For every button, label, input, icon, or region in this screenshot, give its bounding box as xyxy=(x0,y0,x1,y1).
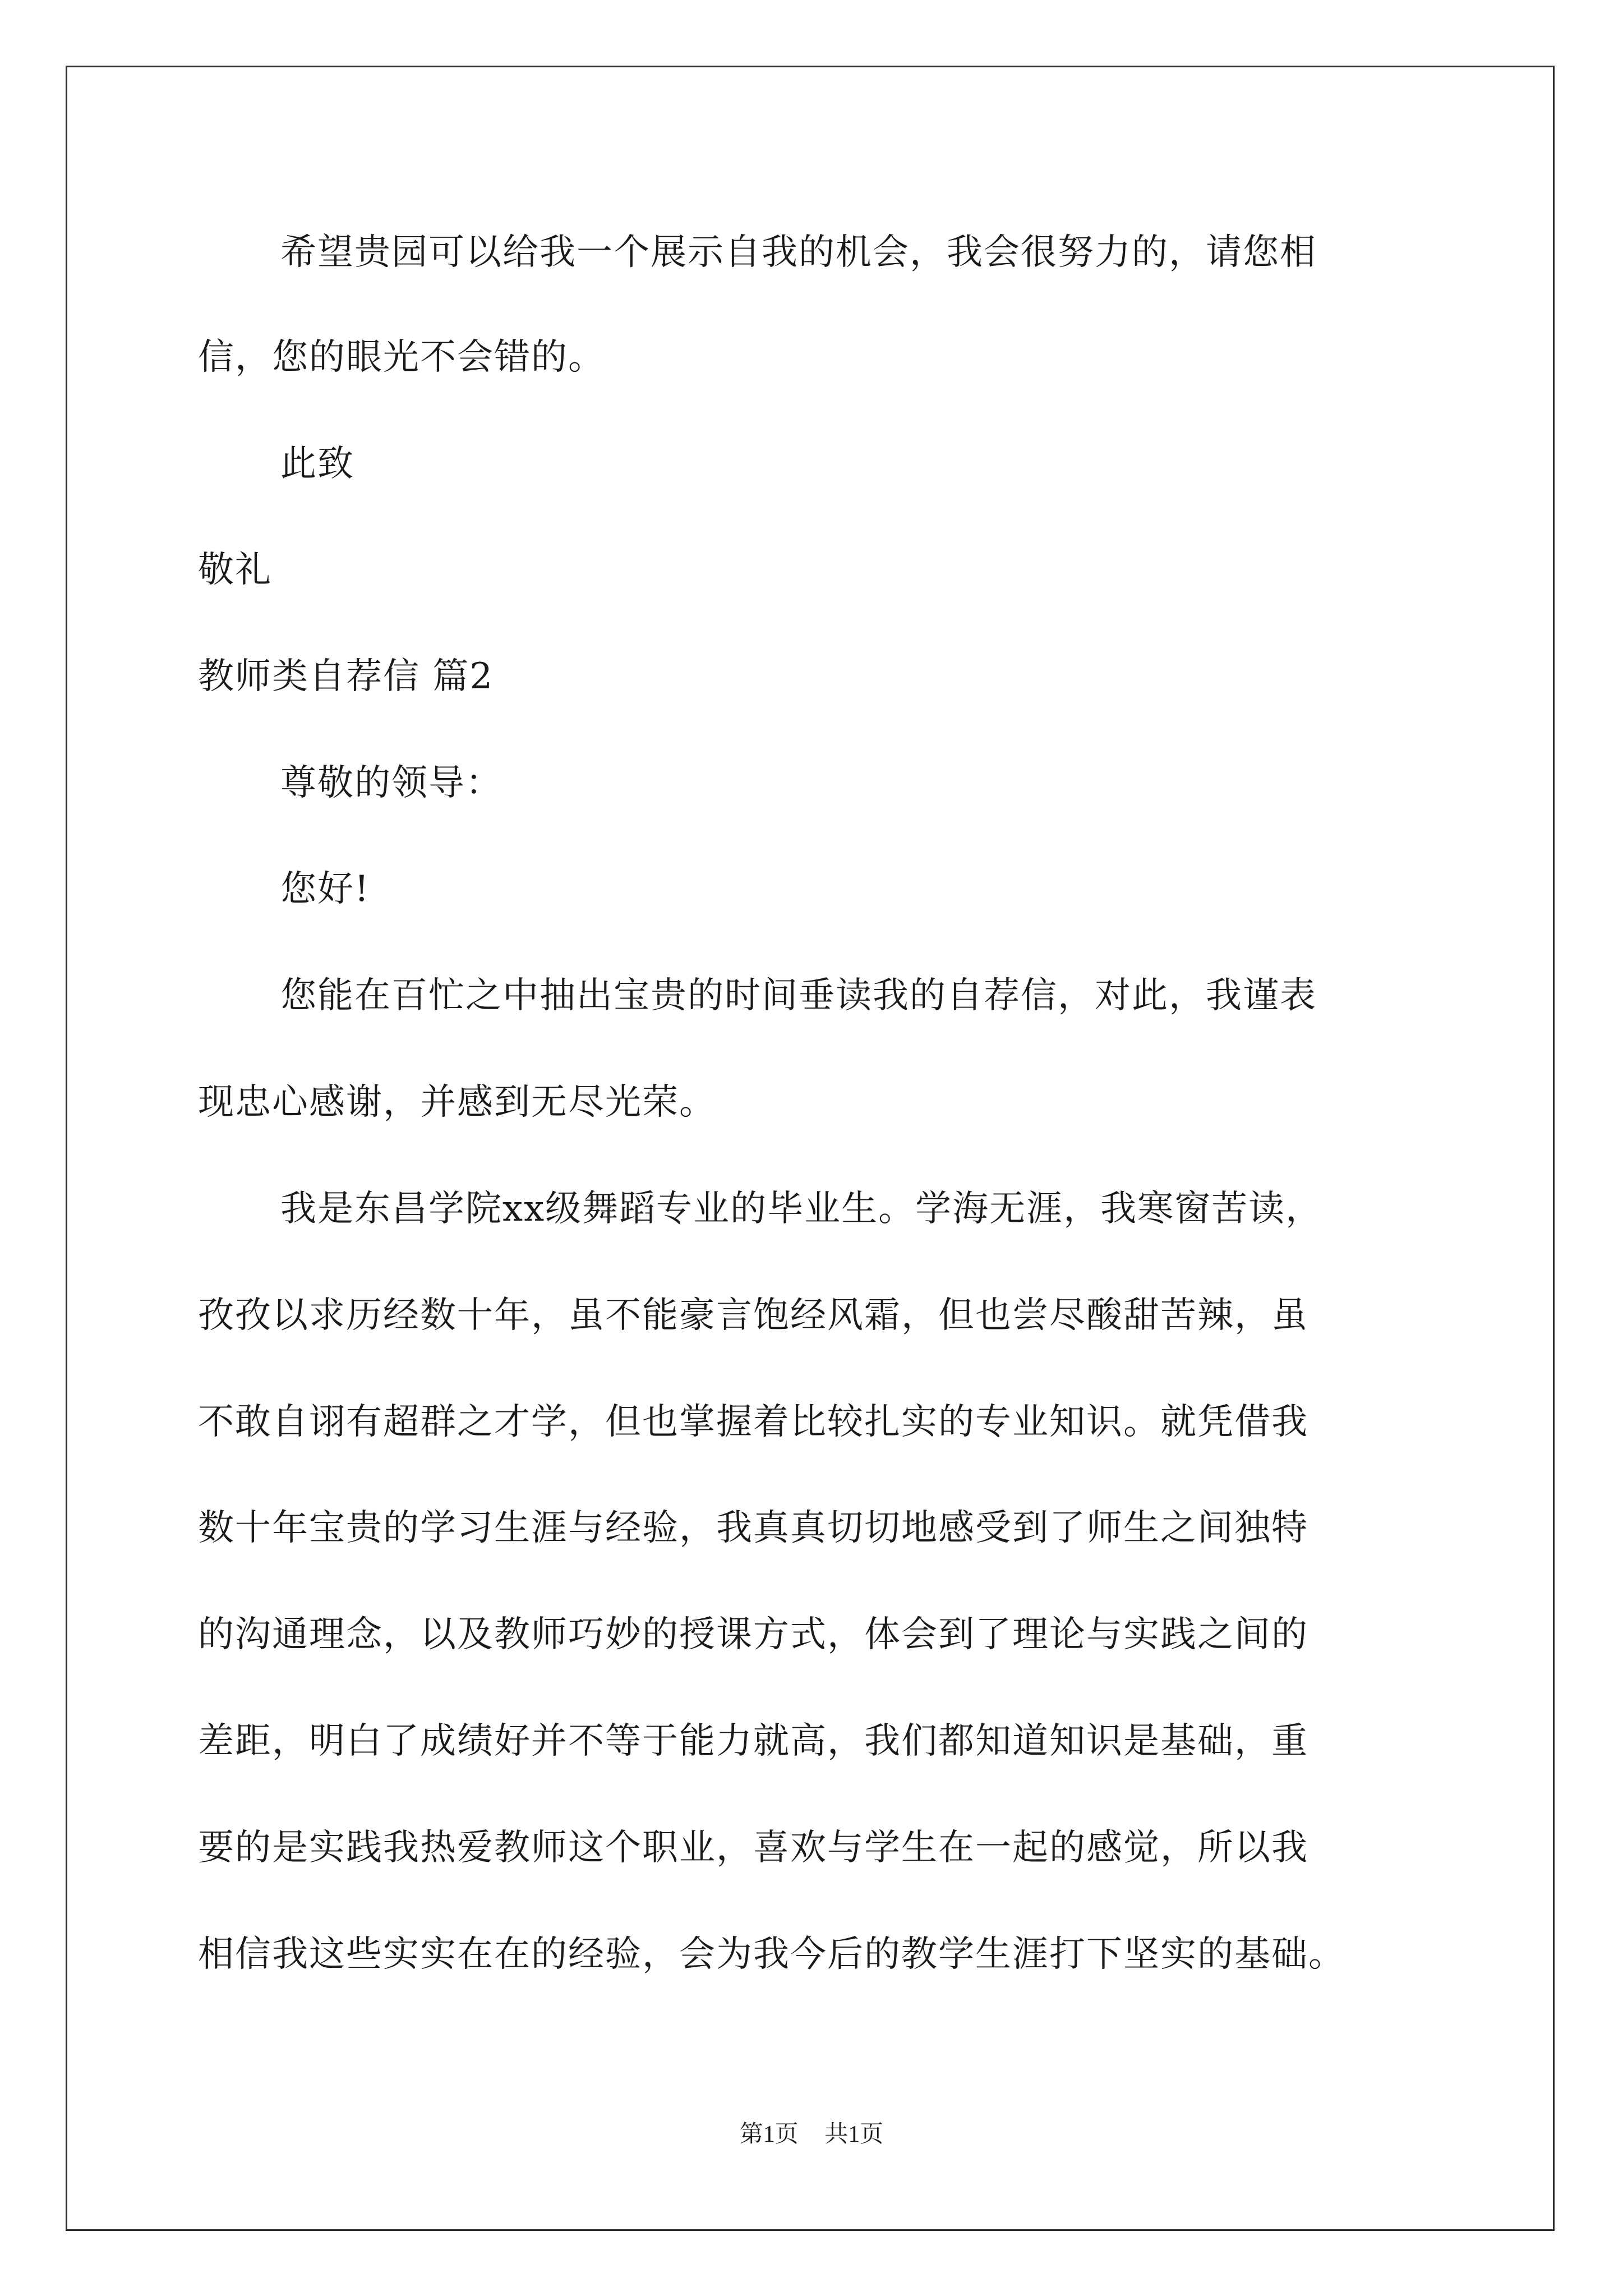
closing-regards: 敬礼 xyxy=(198,549,272,591)
page-border xyxy=(66,66,1555,2231)
closing-salutation: 此致 xyxy=(280,443,354,485)
paragraph-line: 不敢自诩有超群之才学，但也掌握着比较扎实的专业知识。就凭借我 xyxy=(198,1401,1308,1443)
paragraph-line: 要的是实践我热爱教师这个职业，喜欢与学生在一起的感觉，所以我 xyxy=(198,1827,1308,1869)
paragraph-line: 我是东昌学院xx级舞蹈专业的毕业生。学海无涯，我寒窗苦读， xyxy=(280,1188,1323,1230)
greeting-hello: 您好! xyxy=(280,868,370,910)
section-heading: 教师类自荐信 篇2 xyxy=(198,656,494,697)
paragraph-line: 差距，明白了成绩好并不等于能力就高，我们都知道知识是基础，重 xyxy=(198,1720,1308,1762)
paragraph-line: 数十年宝贵的学习生涯与经验，我真真切切地感受到了师生之间独特 xyxy=(198,1507,1308,1549)
greeting-recipient: 尊敬的领导： xyxy=(280,762,502,804)
page-total: 共1页 xyxy=(824,2122,884,2147)
page-footer xyxy=(0,2123,1623,2146)
paragraph-line: 您能在百忙之中抽出宝贵的时间垂读我的自荐信，对此，我谨表 xyxy=(280,975,1317,1016)
paragraph-line: 现忠心感谢，并感到无尽光荣。 xyxy=(198,1082,716,1123)
paragraph-line: 相信我这些实实在在的经验，会为我今后的教学生涯打下坚实的基础。 xyxy=(198,1934,1345,1975)
paragraph-line: 孜孜以求历经数十年，虽不能豪言饱经风霜，但也尝尽酸甜苦辣，虽 xyxy=(198,1295,1308,1336)
page-number: 第1页 xyxy=(739,2122,799,2147)
paragraph-line: 希望贵园可以给我一个展示自我的机会，我会很努力的，请您相 xyxy=(280,232,1317,273)
paragraph-line: 信，您的眼光不会错的。 xyxy=(198,337,605,378)
paragraph-line: 的沟通理念，以及教师巧妙的授课方式，体会到了理论与实践之间的 xyxy=(198,1614,1308,1655)
